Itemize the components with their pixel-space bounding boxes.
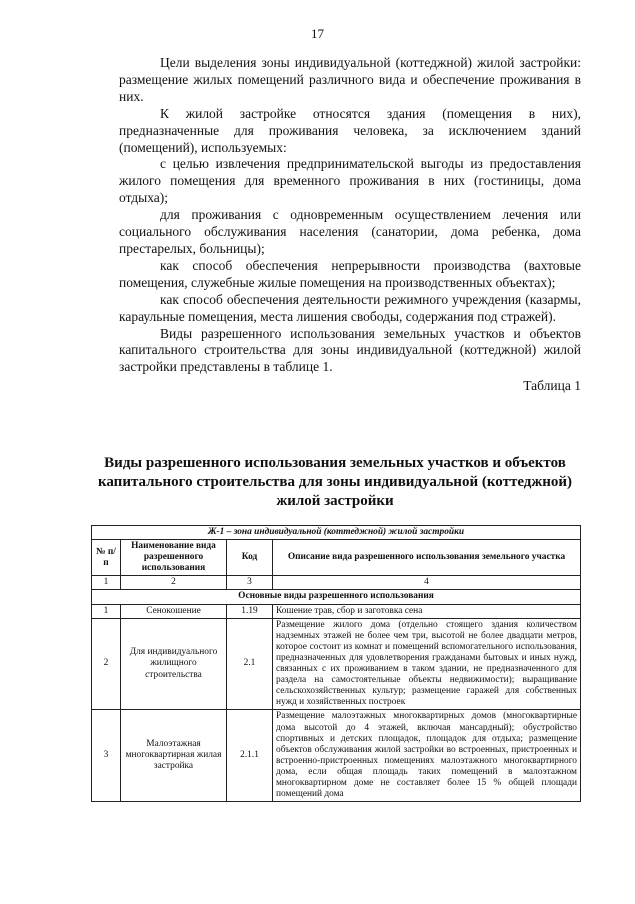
column-number-row (92, 576, 581, 590)
paragraph: Виды разрешенного использования земельных участков и объектов капитального строительства для зоны индивидуальной (коттеджной) жилой застройки представлены в таблице 1. (119, 325, 581, 375)
table-row (92, 618, 581, 710)
row-description: Размещение жилого дома (отдельно стоящего здания количеством надземных этажей не более чем три, высотой не более двадцати метров, которое состоит из комнат и помещений вспомогательного использования, предназначенных для удовлетворения гражданами бытовых и иных нужд, связанных с их проживанием в таком здании, не предназначенного для раздела на самостоятельные объекты недвижимости); выращивание сельскохозяйственных культур; размещение гаражей для собственных нужд и хозяйственных построек (273, 618, 581, 710)
section-row (92, 590, 581, 604)
section-header: Основные виды разрешенного использования (92, 590, 581, 604)
row-number: 2 (92, 618, 121, 710)
row-code: 1.19 (227, 604, 273, 618)
row-name: Для индивидуального жилищного строительства (121, 618, 227, 710)
column-header: Описание вида разрешенного использования земельного участка (273, 540, 581, 576)
zone-header-row (92, 526, 581, 540)
column-header: Код (227, 540, 273, 576)
row-description: Кошение трав, сбор и заготовка сена (273, 604, 581, 618)
paragraph: как способ обеспечения непрерывности производства (вахтовые помещения, служебные жилые помещения на производственных объектах); (119, 257, 581, 290)
table-row (92, 604, 581, 618)
table-label: Таблица 1 (523, 378, 581, 394)
paragraph: Цели выделения зоны индивидуальной (коттеджной) жилой застройки: размещение жилых помещений различного вида и обеспечение проживания в них. (119, 55, 581, 104)
column-number: 1 (92, 576, 121, 590)
row-number: 1 (92, 604, 121, 618)
paragraph: для проживания с одновременным осуществлением лечения или социального обслуживания населения (санатории, дома ребенка, дома престарелых, больницы); (119, 207, 581, 256)
row-description: Размещение малоэтажных многоквартирных домов (многоквартирные дома высотой до 4 этажей, включая мансардный); обустройство спортивных и детских площадок, площадок для отдыха; размещение объектов обслуживания жилой застройки во встроенных, пристроенных и встроенно-пристроенных помещениях малоэтажного многоквартирного дома, если общая площадь таких помещений в малоэтажном многоквартирном доме не составляет более 15 % общей площади помещений дома (273, 710, 581, 802)
row-number: 3 (92, 710, 121, 802)
paragraph: К жилой застройке относятся здания (помещения в них), предназначенные для проживания человека, за исключением зданий (помещений), используемых: (119, 105, 581, 155)
column-number: 3 (227, 576, 273, 590)
row-name: Малоэтажная многоквартирная жилая застройка (121, 710, 227, 802)
row-code: 2.1 (227, 618, 273, 710)
zone-header: Ж-1 – зона индивидуальной (коттеджной) жилой застройки (92, 526, 581, 540)
row-name: Сенокошение (121, 604, 227, 618)
column-number: 2 (121, 576, 227, 590)
page-number: 17 (311, 26, 324, 41)
column-header-row (92, 540, 581, 576)
table-row (92, 710, 581, 802)
paragraph: с целью извлечения предпринимательской выгоды из предоставления жилого помещения для временного проживания в них (гостиницы, дома отдыха); (119, 156, 581, 206)
column-number: 4 (273, 576, 581, 590)
land-use-table (91, 525, 581, 802)
table-title: Виды разрешенного использования земельных участков и объектов капитального строительства для зоны индивидуальной (коттеджной) жилой застройки (97, 455, 573, 509)
row-code: 2.1.1 (227, 710, 273, 802)
column-header: Наименование вида разрешенного использования (121, 540, 227, 576)
paragraph: как способ обеспечения деятельности режимного учреждения (казармы, караульные помещения, места лишения свободы, содержания под стражей). (119, 291, 581, 324)
column-header: № п/п (92, 540, 121, 576)
body-text (119, 55, 581, 395)
